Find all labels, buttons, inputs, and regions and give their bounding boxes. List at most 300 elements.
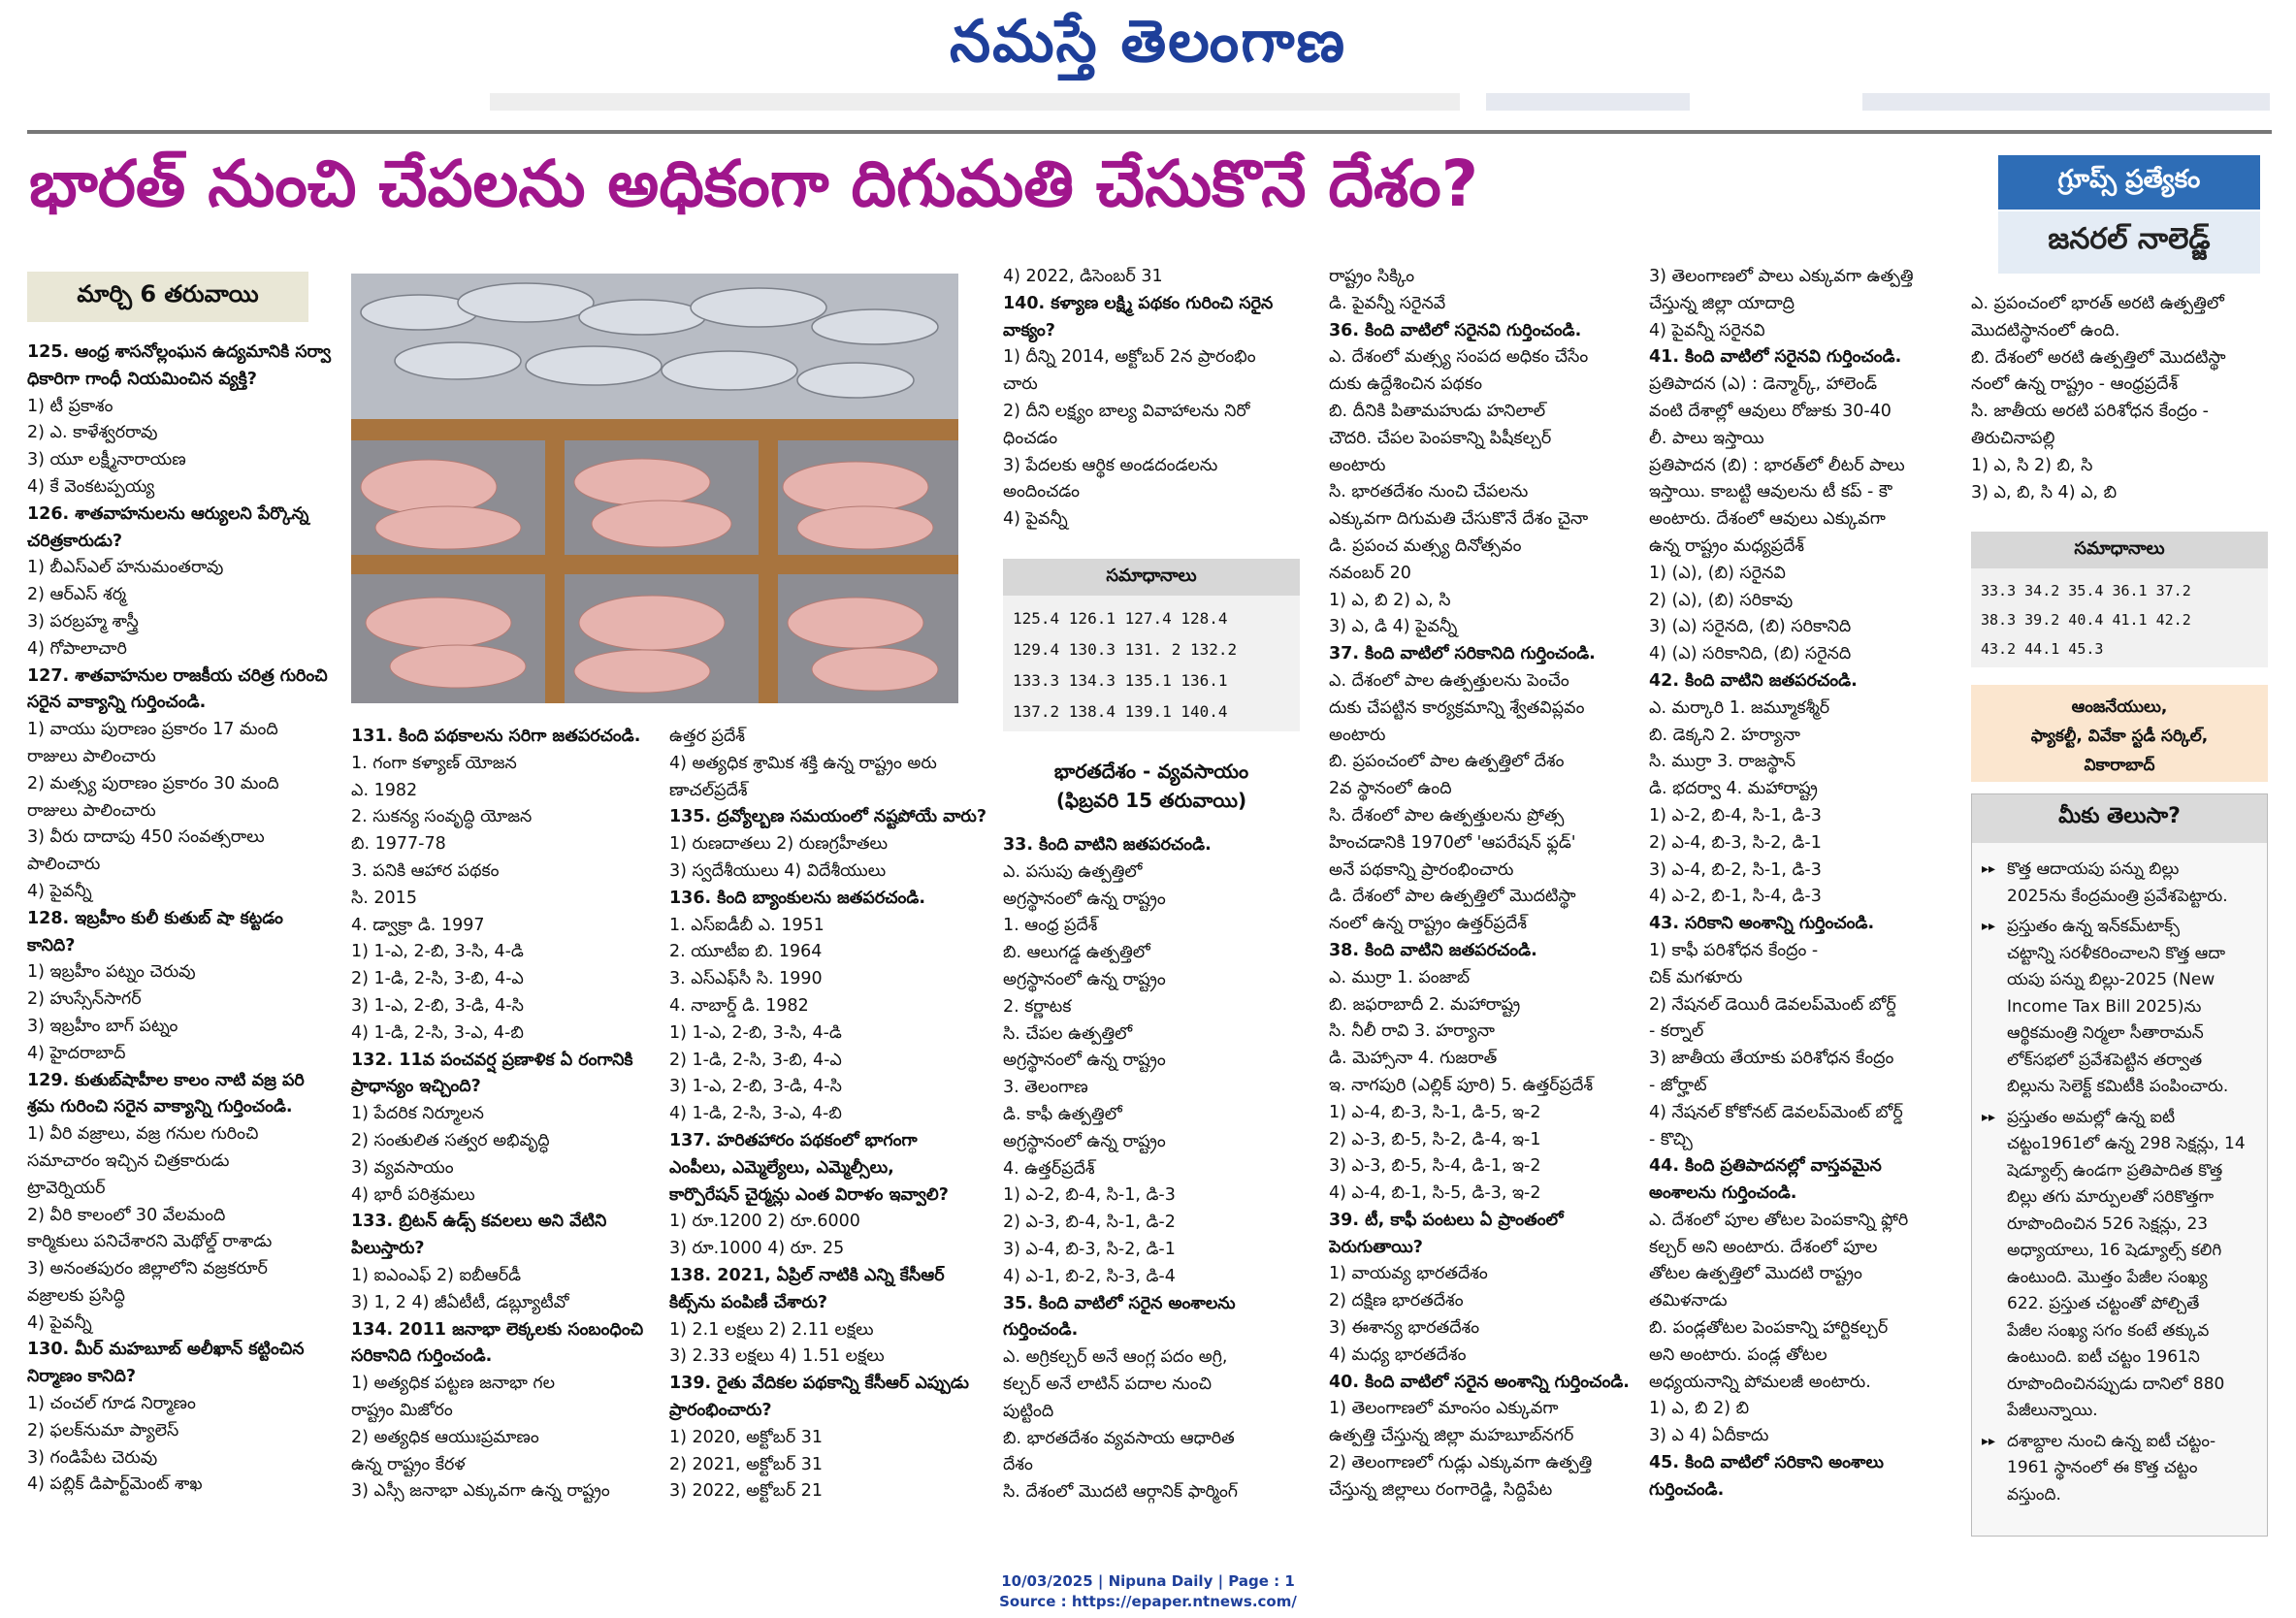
option-line: 1) ఎ-2, బి-4, సి-1, డి-3	[1003, 1185, 1176, 1206]
option-line: 4) నేషనల్ కోకోనట్ డెవలప్‌మెంట్ బోర్డ్	[1649, 1102, 1903, 1122]
option-line: 4) 2022, డిసెంబర్ 31	[1003, 267, 1163, 286]
option-line: 2) 1-డి, 2-సి, 3-బి, 4-ఎ	[669, 1050, 842, 1070]
option-line: వంటి దేశాల్లో ఆవులు రోజుకు 30-40	[1649, 401, 1892, 421]
option-line: నంలో ఉన్న రాష్ట్రం ఉత్తర్‌ప్రదేశ్	[1329, 914, 1527, 934]
option-line: 4) కే వెంకటప్పయ్య	[27, 476, 155, 497]
option-line: నంలో ఉన్న రాష్ట్రం - ఆంధ్రప్రదేశ్	[1971, 374, 2179, 395]
option-line: ఎ. పసుపు ఉత్పత్తిలో	[1003, 861, 1143, 882]
double-arrow-icon: ▸▸	[1982, 919, 1996, 934]
header-strip	[1486, 93, 1690, 111]
did-you-know-line: షెడ్యూల్స్ ఉండగా ప్రతిపాదిత కొత్త	[2007, 1160, 2223, 1181]
option-line: 1) వాయవ్య భారతదేశం	[1329, 1264, 1488, 1284]
option-line: పుట్టింది	[1003, 1401, 1054, 1421]
option-line: 1) 1-ఎ, 2-బి, 3-సి, 4-డి	[669, 1022, 842, 1043]
did-you-know-box	[1971, 793, 2268, 1537]
option-line: 3) ఎ 4) ఏదీకాదు	[1649, 1426, 1769, 1446]
option-line: - జోర్హాట్	[1649, 1075, 1707, 1095]
option-line: 3) పరబ్రహ్మ శాస్త్రీ	[27, 611, 139, 631]
option-line: 4) పైవన్నీ	[27, 881, 92, 901]
option-line: అగ్రస్థానంలో ఉన్న రాష్ట్రం	[1003, 1051, 1166, 1071]
option-line: బి. పండ్లతోటల పెంపకాన్ని హార్టికల్చర్	[1649, 1318, 1889, 1339]
question-line: పిలుస్తారు?	[351, 1239, 425, 1259]
option-line: అని అంటారు. పండ్ల తోటల	[1649, 1344, 1827, 1365]
option-line: 2వ స్థానంలో ఉంది	[1329, 779, 1452, 799]
header-strip	[1862, 93, 2270, 111]
option-line: ణాచల్‌ప్రదేశ్	[669, 780, 748, 800]
option-line: 3) ఎ, డి 4) పైవన్నీ	[1329, 617, 1458, 637]
option-line: 1) ఎ-4, బి-3, సి-1, డి-5, ఇ-2	[1329, 1102, 1541, 1122]
did-you-know-item	[1972, 914, 2267, 1101]
page-headline: భారత్ నుంచి చేపలను అధికంగా దిగుమతి చేసుకొనే దేశం?	[29, 147, 1479, 221]
option-line: పాలించారు	[27, 855, 101, 875]
option-line: ప్రతిపాదన (బి) : భారత్‌లో లీటర్ పాలు	[1649, 455, 1905, 475]
option-line: ఎ. మర్కారి 1. జమ్మూకశ్మీర్	[1649, 697, 1830, 718]
option-line: దేశం	[1003, 1455, 1033, 1475]
option-line: 3) 1-ఎ, 2-బి, 3-డి, 4-సి	[351, 995, 524, 1016]
option-line: 3) ఎ-4, బి-3, సి-2, డి-1	[1003, 1239, 1176, 1259]
column-5	[1329, 264, 1630, 1538]
option-line: 4) పబ్లిక్ డిపార్ట్‌మెంట్ శాఖ	[27, 1474, 203, 1495]
option-line: 4) అత్యధిక శ్రామిక శక్తి ఉన్న రాష్ట్రం అరు	[669, 753, 937, 773]
option-line: అనే పథకాన్ని ప్రారంభించారు	[1329, 859, 1514, 880]
did-you-know-line: లోక్‌సభలో ప్రవేశపెట్టిన తర్వాత	[2007, 1050, 2203, 1070]
option-line: 2) ఎ-3, బి-4, సి-1, డి-2	[1003, 1213, 1176, 1233]
question-line: ప్రారంభించారు?	[669, 1400, 772, 1420]
column-3-bottom	[669, 724, 989, 1538]
option-line: 4) 1-డి, 2-సి, 3-ఎ, 4-బి	[669, 1104, 842, 1124]
option-line: దుకు ఉద్దేశించిన పథకం	[1329, 374, 1483, 395]
answers-title: సమాధానాలు	[1971, 532, 2268, 568]
did-you-know-line: ఉంటుంది. ఐటీ చట్టం 1961ని	[2007, 1347, 2200, 1367]
option-line: చేస్తున్న జిల్లా యాదాద్రి	[1649, 293, 1795, 313]
question-line: 37. కింది వాటిలో సరికానిది గుర్తించండి.	[1329, 644, 1596, 664]
option-line: 1) వీరి వజ్రాలు, వజ్ర గనుల గురించి	[27, 1124, 259, 1145]
option-line: అందించడం	[1003, 482, 1080, 502]
option-line: 1) ఎ, సి 2) బి, సి	[1971, 455, 2093, 475]
option-line: సి. జాతీయ అరటి పరిశోధన కేంద్రం -	[1971, 402, 2209, 422]
option-line: సి. చేపల ఉత్పత్తిలో	[1003, 1023, 1133, 1044]
did-you-know-line: ఉంటుంది. మొత్తం పేజీల సంఖ్య	[2007, 1267, 2208, 1287]
section-agriculture	[1003, 757, 1300, 815]
option-line: డి. దేశంలో పాల ఉత్పత్తిలో మొదటిస్థా	[1329, 887, 1576, 907]
column-2	[351, 724, 654, 1538]
question-line: గుర్తించండి.	[1003, 1320, 1079, 1341]
option-line: ఎ. ప్రపంచంలో భారత్ అరటి ఉత్పత్తిలో	[1971, 294, 2224, 313]
option-line: 3. తెలంగాణ	[1003, 1078, 1088, 1098]
did-you-know-line: 1961 స్థానంలో ఈ కొత్త చట్టం	[2007, 1458, 2198, 1477]
column-6	[1649, 264, 1952, 1538]
option-line: 1) వాయు పురాణం ప్రకారం 17 మంది	[27, 720, 278, 740]
option-line: 3) యూ లక్ష్మీనారాయణ	[27, 450, 186, 470]
option-line: 3) 1-ఎ, 2-బి, 3-డి, 4-సి	[669, 1077, 842, 1097]
option-line: 4) గోపాలాచారి	[27, 638, 127, 659]
option-line: రాష్ట్రం సిక్కిం	[1329, 267, 1415, 286]
option-line: 1. ఎస్‌ఐడీబీ ఎ. 1951	[669, 915, 825, 935]
option-line: 4. డ్వాక్రా డి. 1997	[351, 915, 485, 935]
did-you-know-line: అధ్యాయాలు, 16 షెడ్యూల్స్ కలిగి	[2007, 1241, 2222, 1260]
did-you-know-line: ఆర్థికమంత్రి నిర్మలా సీతారామన్	[2007, 1023, 2204, 1043]
did-you-know-line: 2025ను కేంద్రమంత్రి ప్రవేశపెట్టారు.	[2007, 886, 2228, 906]
option-line: 2) ఎ. కాళేశ్వరరావు	[27, 423, 158, 443]
option-line: వజ్రాలకు ప్రసిద్ధి	[27, 1285, 125, 1306]
question-line: ఎంపీలు, ఎమ్మెల్యేలు, ఎమ్మెల్సీలు,	[669, 1157, 894, 1178]
top-rule	[27, 130, 2272, 134]
option-line: రాజులు పాలించారు	[27, 746, 156, 766]
option-line: సి. 2015	[351, 888, 417, 908]
option-line: 1) ఇబ్రహీం పట్నం చెరువు	[27, 962, 196, 983]
option-line: 4) భారీ పరిశ్రమలు	[351, 1184, 475, 1205]
option-line: 3) రూ.1000 4) రూ. 25	[669, 1239, 845, 1259]
question-line: 132. 11వ పంచవర్ష ప్రణాళిక ఏ రంగానికి	[351, 1050, 633, 1070]
question-line: 43. సరికాని అంశాన్ని గుర్తించండి.	[1649, 914, 1875, 934]
question-line: 39. టీ, కాఫీ పంటలు ఏ ప్రాంతంలో	[1329, 1210, 1564, 1230]
option-line: సి. దేశంలో పాల ఉత్పత్తులను ప్రోత్స	[1329, 805, 1565, 825]
question-line: 45. కింది వాటిలో సరికాని అంశాలు	[1649, 1453, 1884, 1473]
option-line: 2. సుకన్య సంవృద్ధి యోజన	[351, 807, 533, 827]
question-line: 139. రైతు వేదికల పథకాన్ని కేసీఆర్ ఎప్పుడు	[669, 1374, 969, 1394]
question-line: గుర్తించండి.	[1649, 1479, 1725, 1500]
option-line: కార్మికులు పనిచేశారని మెథోల్డ్ రాశాడు	[27, 1232, 273, 1252]
option-line: చేస్తున్న జిల్లాలు రంగారెడ్డి, సిద్దిపేట	[1329, 1479, 1553, 1500]
answers-row: 133.3 134.3 135.1 136.1	[1013, 671, 1228, 690]
option-line: మొదటిస్థానంలో ఉంది.	[1971, 320, 2120, 340]
option-line: తోటల ఉత్పత్తిలో మొదటి రాష్ట్రం	[1649, 1264, 1862, 1284]
option-line: 2) తెలంగాణలో గుడ్లు ఎక్కువగా ఉత్పత్తి	[1329, 1453, 1593, 1473]
option-line: సి. ముర్రా 3. రాజస్థాన్	[1649, 752, 1796, 772]
option-line: 2) దక్షిణ భారతదేశం	[1329, 1291, 1464, 1311]
answers-row: 33.3 34.2 35.4 36.1 37.2	[1981, 582, 2191, 599]
option-line: 3) 1, 2 4) జీఏటీటీ, డబ్ల్యూటీవో	[351, 1292, 569, 1312]
question-line: 130. మీర్ మహబూబ్ అలీఖాన్ కట్టించిన	[27, 1340, 305, 1360]
option-line: సి. నీలీ రావి 3. హర్యానా	[1329, 1021, 1495, 1042]
option-line: 2) ఫలక్‌నుమా ప్యాలెస్	[27, 1420, 179, 1440]
option-line: కల్చర్ అనే లాటిన్ పదాల నుంచి	[1003, 1374, 1212, 1394]
question-line: 36. కింది వాటిలో సరైనవి గుర్తించండి.	[1329, 320, 1582, 340]
option-line: 3) వీరు దాదాపు 450 సంవత్సరాలు	[27, 827, 265, 848]
option-line: 3) పేదలకు ఆర్థిక అండదండలను	[1003, 455, 1218, 475]
general-knowledge-badge: జనరల్ నాలెడ్జ్	[1998, 211, 2260, 274]
did-you-know-line: బిల్లును సెలెక్ట్ కమిటీకి పంపించారు.	[2007, 1077, 2229, 1096]
option-line: ఎ. 1982	[351, 780, 418, 800]
option-line: ఉన్న రాష్ట్రం మధ్యప్రదేశ్	[1649, 535, 1805, 556]
option-line: 1) చంచల్ గూడ నిర్మాణం	[27, 1394, 196, 1414]
option-line: అంటారు	[1329, 455, 1386, 475]
option-line: ఉత్పత్తి చేస్తున్న జిల్లా మహబూబ్‌నగర్	[1329, 1426, 1574, 1446]
option-line: 1) కాఫీ పరిశోధన కేంద్రం -	[1649, 940, 1819, 960]
question-line: 128. ఇబ్రహీం కులీ కుతుబ్ షా కట్టడం	[27, 908, 283, 928]
groups-special-badge: గ్రూప్స్ ప్రత్యేకం	[1998, 155, 2260, 210]
option-line: సి. భారతదేశం నుంచి చేపలను	[1329, 482, 1529, 502]
option-line: 3) 2.33 లక్షలు 4) 1.51 లక్షలు	[669, 1346, 885, 1367]
did-you-know-line: ప్రస్తుతం ఉన్న ఇన్‌కమ్‌టాక్స్	[2007, 917, 2181, 936]
option-line: 4. ఉత్తర్‌ప్రదేశ్	[1003, 1158, 1095, 1179]
question-line: ధికారిగా గాంధీ నియమించిన వ్యక్తి?	[27, 369, 257, 389]
section-agriculture-subtitle: (ఫిబ్రవరి 15 తరువాయి)	[1055, 789, 1247, 812]
did-you-know-line: పేజీల సంఖ్య సగం కంటే తక్కువ	[2007, 1320, 2210, 1341]
option-line: అగ్రస్థానంలో ఉన్న రాష్ట్రం	[1003, 889, 1166, 909]
option-line: 1) ఎ-2, బి-4, సి-1, డి-3	[1649, 805, 1822, 825]
option-line: 2. కర్ణాటక	[1003, 996, 1072, 1017]
option-line: - కొచ్చి	[1649, 1129, 1693, 1149]
option-line: చిక్ మగళూరు	[1649, 967, 1743, 987]
question-line: 140. కళ్యాణ లక్ష్మి పథకం గురించి సరైన	[1003, 293, 1274, 313]
option-line: ఉన్న రాష్ట్రం కేరళ	[351, 1454, 466, 1474]
question-line: 137. హరితహారం పథకంలో భాగంగా	[669, 1130, 918, 1150]
option-line: బి. డెక్కని 2. హర్యానా	[1649, 725, 1800, 745]
option-line: సమాచారం ఇచ్చిన చిత్రకారుడు	[27, 1150, 230, 1171]
option-line: నవంబర్ 20	[1329, 563, 1411, 583]
answers-row: 38.3 39.2 40.4 41.1 42.2	[1981, 611, 2191, 629]
option-line: ఉత్తర ప్రదేశ్	[669, 727, 745, 746]
question-line: 126. శాతవాహనులను ఆర్యులని పేర్కొన్న	[27, 503, 309, 524]
option-line: 4) మధ్య భారతదేశం	[1329, 1344, 1467, 1365]
option-line: 3) వ్యవసాయం	[351, 1157, 454, 1178]
did-you-know-line: ప్రస్తుతం అమల్లో ఉన్న ఐటీ	[2007, 1107, 2176, 1127]
question-line: 131. కింది పథకాలను సరిగా జతపరచండి.	[351, 727, 641, 746]
option-line: 2) 1-డి, 2-సి, 3-బి, 4-ఎ	[351, 969, 524, 989]
double-arrow-icon: ▸▸	[1982, 1433, 1996, 1449]
option-line: బి. ఆలుగడ్డ ఉత్పత్తిలో	[1003, 943, 1150, 963]
option-line: డి. ప్రపంచ మత్స్య దినోత్సవం	[1329, 535, 1522, 556]
question-line: 138. 2021, ఏప్రిల్ నాటికి ఎన్ని కేసీఆర్	[669, 1265, 945, 1285]
option-line: 1) టీ ప్రకాశం	[27, 396, 113, 416]
option-line: డి. భదర్వా 4. మహారాష్ట్ర	[1649, 779, 1818, 799]
option-line: 3) ఎ-3, బి-5, సి-4, డి-1, ఇ-2	[1329, 1156, 1541, 1177]
option-line: 3) అనంతపురం జిల్లాలోని వజ్రకరూర్	[27, 1259, 268, 1279]
option-line: అధ్యయనాన్ని పోమలజీ అంటారు.	[1649, 1372, 1871, 1392]
option-line: 3. పనికి ఆహార పథకం	[351, 860, 500, 881]
author-credit	[1971, 685, 2268, 782]
option-line: ఎ. ముర్రా 1. పంజాబ్	[1329, 967, 1471, 987]
option-line: చౌదరి. చేపల పెంపకాన్ని పిషీకల్చర్	[1329, 428, 1552, 448]
question-line: 129. కుతుబ్‌షాహీల కాలం నాటి వజ్ర పరి	[27, 1070, 305, 1090]
option-line: 3) తెలంగాణలో పాలు ఎక్కువగా ఉత్పత్తి	[1649, 267, 1914, 286]
masthead-logo: నమస్తే తెలంగాణ	[949, 8, 1347, 76]
answers-box-2	[1971, 532, 2268, 667]
option-line: 1. గంగా కళ్యాణ్ యోజన	[351, 753, 517, 773]
question-line: నిర్మాణం కానిది?	[27, 1367, 136, 1387]
double-arrow-icon: ▸▸	[1982, 1109, 1996, 1125]
footer-date-page: 10/03/2025 | Nipuna Daily | Page : 1	[1001, 1572, 1295, 1590]
option-line: 3) ఇబ్రహీం బాగ్ పట్నం	[27, 1016, 178, 1036]
option-line: 1) పేదరిక నిర్మూలన	[351, 1104, 484, 1124]
option-line: 4. నాబార్డ్ డి. 1982	[669, 995, 809, 1016]
question-line: వాక్యం?	[1003, 320, 1055, 340]
option-line: తమిళనాడు	[1649, 1291, 1728, 1311]
question-line: 136. కింది బ్యాంకులను జతపరచండి.	[669, 888, 926, 908]
question-line: 127. శాతవాహనుల రాజకీయ చరిత్ర గురించి	[27, 665, 328, 686]
option-line: 2) అత్యధిక ఆయుఃప్రమాణం	[351, 1427, 539, 1447]
question-line: 42. కింది వాటిని జతపరచండి.	[1649, 670, 1858, 691]
did-you-know-line: యపు పన్ను బిల్లు-2025 (New	[2007, 970, 2215, 989]
option-line: అగ్రస్థానంలో ఉన్న రాష్ట్రం	[1003, 969, 1166, 989]
option-line: 4) ఎ-4, బి-1, సి-5, డి-3, ఇ-2	[1329, 1183, 1541, 1204]
section-march-continued: మార్చి 6 తరువాయి	[27, 272, 308, 322]
option-line: 2) మత్స్య పురాణం ప్రకారం 30 మంది	[27, 773, 279, 793]
question-line: సరికానిది గుర్తించండి.	[351, 1346, 493, 1367]
option-line: బి. జఫరాబాదీ 2. మహారాష్ట్ర	[1329, 994, 1521, 1015]
option-line: 3) 2022, అక్టోబర్ 21	[669, 1481, 824, 1502]
option-line: 1) బీఎస్ఎల్ హనుమంతరావు	[27, 558, 224, 578]
did-you-know-item	[1972, 1429, 2267, 1509]
option-line: 1. ఆంధ్ర ప్రదేశ్	[1003, 916, 1098, 936]
option-line: బి. దీనికి పితామహుడు హనిలాల్	[1329, 401, 1546, 421]
option-line: 1) ఎ, బి 2) ఎ, సి	[1329, 590, 1451, 610]
question-line: 135. ద్రవ్యోల్బణ సమయంలో నష్టపోయే వారు?	[669, 807, 987, 827]
option-line: 2) హుస్సేన్‌సాగర్	[27, 989, 142, 1010]
answers-title: సమాధానాలు	[1003, 559, 1300, 596]
option-line: 1) 2.1 లక్షలు 2) 2.11 లక్షలు	[669, 1319, 874, 1340]
fish-crates-photo	[351, 274, 958, 703]
option-line: 3) (ఎ) సరైనది, (బి) సరికానిది	[1649, 617, 1852, 637]
option-line: 2) (ఎ), (బి) సరికావు	[1649, 590, 1794, 610]
option-line: కల్చర్ అని అంటారు. దేశంలో పూల	[1649, 1237, 1878, 1257]
option-line: డి. పైవన్నీ సరైనవే	[1329, 293, 1446, 313]
option-line: 3) జాతీయ తేయాకు పరిశోధన కేంద్రం	[1649, 1049, 1894, 1069]
option-line: 2) ఎ-4, బి-3, సి-2, డి-1	[1649, 832, 1822, 853]
option-line: డి. కాఫీ ఉత్పత్తిలో	[1003, 1104, 1122, 1124]
option-line: 1) ఎ, బి 2) బి	[1649, 1399, 1750, 1419]
option-line: 2) దీని లక్ష్యం బాల్య వివాహాలను నిరో	[1003, 401, 1250, 421]
option-line: ఎ. అగ్రికల్చర్ అనే ఆంగ్ల పదం అగ్రి,	[1003, 1347, 1228, 1368]
option-line: 2) ఎ-3, బి-5, సి-2, డి-4, ఇ-1	[1329, 1129, 1541, 1149]
option-line: 1) తెలంగాణలో మాంసం ఎక్కువగా	[1329, 1399, 1559, 1419]
question-line: 41. కింది వాటిలో సరైనవి గుర్తించండి.	[1649, 347, 1902, 368]
option-line: ఎ. దేశంలో పాల ఉత్పత్తులను పెంచేం	[1329, 670, 1569, 691]
option-line: 4) పైవన్నీ సరైనవి	[1649, 320, 1765, 340]
option-line: చారు	[1003, 374, 1038, 395]
did-you-know-line: రూపొందించినప్పుడు దానిలో 880	[2007, 1374, 2225, 1394]
did-you-know-line: Income Tax Bill 2025)ను	[2007, 996, 2202, 1017]
option-line: 2) ఆర్ఎస్ శర్మ	[27, 585, 127, 605]
option-line: 3) ఈశాన్య భారతదేశం	[1329, 1318, 1480, 1339]
option-line: 1) రుణదాతలు 2) రుణగ్రహీతలు	[669, 834, 889, 855]
option-line: హించడానికి 1970లో 'ఆపరేషన్ ఫ్లడ్'	[1329, 832, 1576, 853]
question-line: 133. బ్రిటన్ ఉడ్స్ కవలలు అని వేటిని	[351, 1212, 607, 1232]
option-line: 1) దీన్ని 2014, అక్టోబర్ 2న ప్రారంభిం	[1003, 347, 1256, 368]
option-line: 3) గండిపేట చెరువు	[27, 1447, 158, 1468]
option-line: దుకు చేపట్టిన కార్యక్రమాన్ని శ్వేతవిప్లవం	[1329, 697, 1585, 718]
option-line: ఇస్తాయి. కాబట్టి ఆవులను టీ కప్ - కౌ	[1649, 482, 1892, 502]
question-line: అంశాలను గుర్తించండి.	[1649, 1183, 1797, 1204]
footer-source: Source : https://epaper.ntnews.com/	[999, 1593, 1297, 1610]
option-line: ఇ. నాగపురి (ఎల్లిక్ పూరి) 5. ఉత్తర్‌ప్రదేశ్	[1329, 1075, 1594, 1095]
option-line: 4) ఎ-1, బి-2, సి-3, డి-4	[1003, 1266, 1176, 1286]
did-you-know-line: పేజీలున్నాయి.	[2007, 1401, 2098, 1420]
did-you-know-line: చట్టం1961లో ఉన్న 298 సెక్షన్లు, 14	[2007, 1134, 2246, 1153]
option-line: 1) (ఎ), (బి) సరైనవి	[1649, 563, 1786, 583]
option-line: 2) 2021, అక్టోబర్ 31	[669, 1454, 824, 1474]
column-3-top	[1003, 264, 1300, 545]
author-line: ఆంజనేయులు,	[2071, 697, 2168, 717]
option-line: అంటారు. దేశంలో ఆవులు ఎక్కువగా	[1649, 509, 1886, 530]
question-line: 35. కింది వాటిలో సరైన అంశాలను	[1003, 1293, 1236, 1313]
column-7	[1971, 291, 2268, 514]
option-line: ధించడం	[1003, 428, 1058, 448]
option-line: 1) 1-ఎ, 2-బి, 3-సి, 4-డి	[351, 942, 524, 962]
option-line: 2) సంతులిత సత్వర అభివృద్ధి	[351, 1130, 550, 1150]
question-line: 40. కింది వాటిలో సరైన అంశాన్ని గుర్తించండి.	[1329, 1372, 1630, 1392]
option-line: 2) వీరి కాలంలో 30 వేలమంది	[27, 1205, 226, 1225]
question-line: 38. కింది వాటిని జతపరచండి.	[1329, 940, 1537, 960]
option-line: తిరుచినాపల్లి	[1971, 428, 2055, 448]
option-line: అంటారు	[1329, 725, 1386, 745]
option-line: 1) అత్యధిక పట్టణ జనాభా గల	[351, 1374, 555, 1394]
column-4	[1003, 832, 1300, 1538]
option-line: లీ. పాలు ఇస్తాయి	[1649, 428, 1764, 448]
option-line: డి. మెహ్సానా 4. గుజరాత్	[1329, 1049, 1498, 1069]
did-you-know-line: కొత్త ఆదాయపు పన్ను బిల్లు	[2007, 859, 2180, 879]
answers-grid	[1971, 568, 2268, 671]
question-line: 33. కింది వాటిని జతపరచండి.	[1003, 835, 1212, 855]
option-line: 2) నేషనల్ డెయిరీ డెవలప్‌మెంట్ బోర్డ్	[1649, 994, 1896, 1015]
option-line: 3. ఎస్ఎఫ్‌సీ సి. 1990	[669, 969, 823, 989]
option-line: బి. దేశంలో అరటి ఉత్పత్తిలో మొదటిస్థా	[1971, 347, 2226, 368]
answers-row: 137.2 138.4 139.1 140.4	[1013, 702, 1228, 721]
answers-box-1	[1003, 559, 1300, 731]
option-line: 3) ఎస్సీ జనాభా ఎక్కువగా ఉన్న రాష్ట్రం	[351, 1481, 610, 1502]
section-agriculture-title: భారతదేశం - వ్యవసాయం	[1053, 760, 1249, 783]
option-line: ఎక్కువగా దిగుమతి చేసుకొనే దేశం చైనా	[1329, 509, 1589, 530]
option-line: 4) పైవన్నీ	[27, 1312, 92, 1333]
option-line: రాజులు పాలించారు	[27, 800, 156, 821]
option-line: 4) పైవన్నీ	[1003, 509, 1068, 530]
option-line: 1) 2020, అక్టోబర్ 31	[669, 1427, 824, 1447]
option-line: 2. యూటీఐ బి. 1964	[669, 942, 823, 962]
did-you-know-line: దశాబ్దాల నుంచి ఉన్న ఐటీ చట్టం-	[2007, 1431, 2216, 1451]
question-line: 134. 2011 జనాభా లెక్కలకు సంబంధించి	[351, 1319, 644, 1340]
question-line: కార్పొరేషన్ చైర్మన్లు ఎంత విరాళం ఇవ్వాలి?	[669, 1184, 949, 1205]
author-line: వికారాబాద్	[2084, 756, 2155, 775]
did-you-know-line: 622. ప్రస్తుత చట్టంతో పోల్చితే	[2007, 1294, 2200, 1313]
option-line: ఎ. దేశంలో పూల తోటల పెంపకాన్ని ఫ్లోరి	[1649, 1210, 1909, 1230]
option-line: బి. 1977-78	[351, 834, 446, 855]
question-line: 125. ఆంధ్ర శాసనోల్లంఘన ఉద్యమానికి సర్వా	[27, 342, 332, 362]
question-line: చరిత్రకారుడు?	[27, 531, 123, 551]
question-line: 44. కింది ప్రతిపాదనల్లో వాస్తవమైన	[1649, 1156, 1882, 1177]
option-line: ట్రావెర్నియర్	[27, 1178, 106, 1198]
did-you-know-line: వస్తుంది.	[2007, 1484, 2061, 1505]
option-line: బి. భారతదేశం వ్యవసాయ ఆధారిత	[1003, 1428, 1235, 1448]
option-line: ప్రతిపాదన (ఎ) : డెన్మార్క్, హాలెండ్	[1649, 374, 1878, 395]
question-line: ప్రాధాన్యం ఇచ్చింది?	[351, 1077, 481, 1097]
option-line: సి. దేశంలో మొదటి ఆర్గానిక్ ఫార్మింగ్	[1003, 1482, 1239, 1503]
option-line: అగ్రస్థానంలో ఉన్న రాష్ట్రం	[1003, 1131, 1166, 1151]
did-you-know-item	[1972, 1105, 2267, 1425]
did-you-know-title: మీకు తెలుసా?	[1972, 794, 2267, 843]
header-strip	[490, 93, 1460, 111]
option-line: 1) ఐఎంఎఫ్ 2) ఐబీఆర్‌డీ	[351, 1265, 522, 1285]
column-1	[27, 340, 334, 1533]
did-you-know-line: రూపొందించిన 526 సెక్షన్లు, 23	[2007, 1214, 2209, 1234]
did-you-know-line: చట్టాన్ని సరళీకరించాలని కొత్త ఆదా	[2007, 943, 2226, 963]
option-line: 4) 1-డి, 2-సి, 3-ఎ, 4-బి	[351, 1022, 524, 1043]
question-line: శ్రమ గురించి సరైన వాక్యాన్ని గుర్తించండి.	[27, 1097, 293, 1117]
did-you-know-item	[1972, 857, 2267, 910]
answers-row: 43.2 44.1 45.3	[1981, 640, 2104, 658]
answers-row: 129.4 130.3 131. 2 132.2	[1013, 640, 1238, 659]
option-line: 3) ఎ-4, బి-2, సి-1, డి-3	[1649, 859, 1822, 880]
option-line: - కర్నాల్	[1649, 1021, 1704, 1042]
page-footer	[0, 1571, 2296, 1612]
option-line: 4) (ఎ) సరికానిది, (బి) సరైనది	[1649, 644, 1852, 664]
question-line: సరైన వాక్యాన్ని గుర్తించండి.	[27, 693, 207, 713]
did-you-know-list	[1972, 843, 2267, 1508]
did-you-know-line: బిల్లు తగు మార్పులతో సరికొత్తగా	[2007, 1187, 2215, 1207]
author-line: ఫ్యాకల్టీ, వివేకా స్టడీ సర్కిల్,	[2030, 727, 2209, 746]
option-line: బి. ప్రపంచంలో పాల ఉత్పత్తిలో దేశం	[1329, 752, 1565, 772]
question-line: కానిది?	[27, 935, 76, 955]
